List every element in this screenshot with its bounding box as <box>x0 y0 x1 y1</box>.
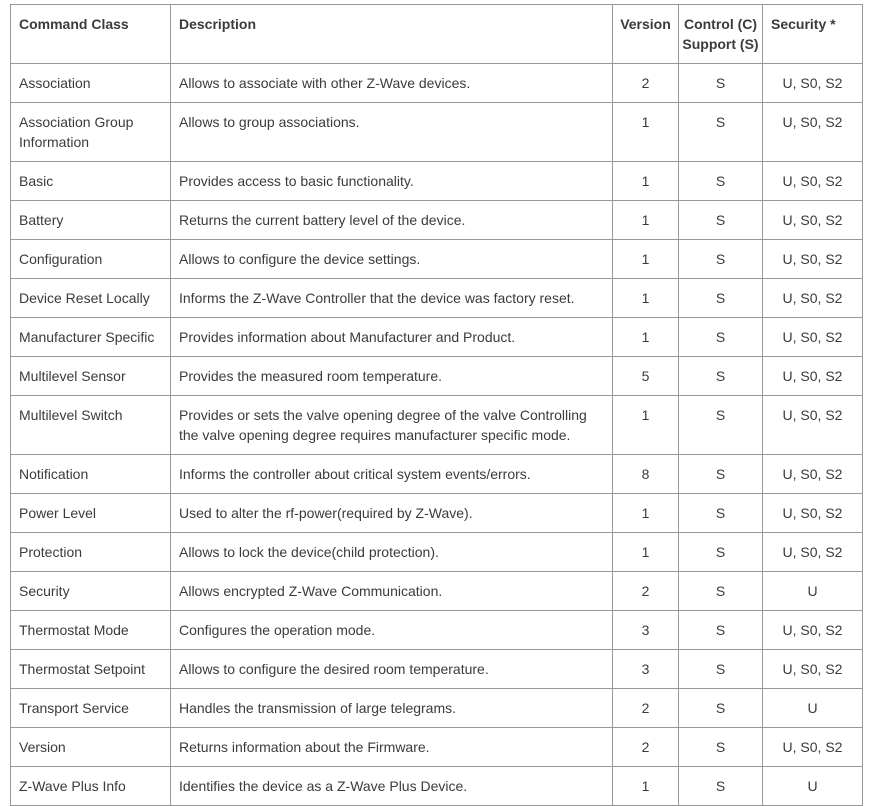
table-body <box>11 64 863 806</box>
cell-description: Allows to configure the desired room temperature. <box>171 650 613 689</box>
cell-description: Allows to group associations. <box>171 103 613 162</box>
table-row <box>11 494 863 533</box>
cell-security: U, S0, S2 <box>763 279 863 318</box>
cell-security: U, S0, S2 <box>763 611 863 650</box>
table-row <box>11 318 863 357</box>
cell-command_class: Protection <box>11 533 171 572</box>
table-row <box>11 162 863 201</box>
table-row <box>11 611 863 650</box>
cell-description: Configures the operation mode. <box>171 611 613 650</box>
cell-command_class: Battery <box>11 201 171 240</box>
cell-version: 1 <box>613 494 679 533</box>
table-row <box>11 64 863 103</box>
cell-command_class: Manufacturer Specific <box>11 318 171 357</box>
cell-version: 1 <box>613 279 679 318</box>
cell-security: U <box>763 572 863 611</box>
cell-security: U, S0, S2 <box>763 455 863 494</box>
cell-description: Returns the current battery level of the device. <box>171 201 613 240</box>
cell-version: 1 <box>613 533 679 572</box>
cell-description: Allows to lock the device(child protection). <box>171 533 613 572</box>
command-class-table <box>10 4 863 806</box>
cell-version: 2 <box>613 689 679 728</box>
cell-description: Provides access to basic functionality. <box>171 162 613 201</box>
cell-security: U, S0, S2 <box>763 162 863 201</box>
cell-description: Provides the measured room temperature. <box>171 357 613 396</box>
cell-security: U, S0, S2 <box>763 64 863 103</box>
cell-control_support: S <box>679 103 763 162</box>
cell-control_support: S <box>679 767 763 806</box>
cell-security: U, S0, S2 <box>763 533 863 572</box>
cell-description: Used to alter the rf-power(required by Z-Wave). <box>171 494 613 533</box>
cell-security: U, S0, S2 <box>763 318 863 357</box>
cell-control_support: S <box>679 455 763 494</box>
table-row <box>11 279 863 318</box>
cell-description: Provides or sets the valve opening degree of the valve Controlling the valve opening degree requires manufacturer specific mode. <box>171 396 613 455</box>
table-row <box>11 533 863 572</box>
cell-command_class: Multilevel Switch <box>11 396 171 455</box>
cell-description: Informs the Z-Wave Controller that the device was factory reset. <box>171 279 613 318</box>
cell-control_support: S <box>679 611 763 650</box>
cell-security: U <box>763 767 863 806</box>
cell-version: 1 <box>613 240 679 279</box>
cell-security: U, S0, S2 <box>763 201 863 240</box>
cell-description: Identifies the device as a Z-Wave Plus Device. <box>171 767 613 806</box>
cell-security: U, S0, S2 <box>763 240 863 279</box>
table-row <box>11 103 863 162</box>
column-header-security: Security * <box>763 5 863 64</box>
cell-control_support: S <box>679 357 763 396</box>
table-row <box>11 572 863 611</box>
cell-version: 5 <box>613 357 679 396</box>
table-header <box>11 5 863 64</box>
table-row <box>11 357 863 396</box>
cell-command_class: Version <box>11 728 171 767</box>
table-row <box>11 650 863 689</box>
cell-version: 1 <box>613 162 679 201</box>
column-header-description: Description <box>171 5 613 64</box>
cell-command_class: Configuration <box>11 240 171 279</box>
cell-version: 3 <box>613 611 679 650</box>
cell-control_support: S <box>679 318 763 357</box>
table-row <box>11 455 863 494</box>
header-row <box>11 5 863 64</box>
cell-security: U, S0, S2 <box>763 494 863 533</box>
cell-command_class: Thermostat Setpoint <box>11 650 171 689</box>
cell-command_class: Notification <box>11 455 171 494</box>
cell-control_support: S <box>679 279 763 318</box>
column-header-version: Version <box>613 5 679 64</box>
cell-command_class: Association <box>11 64 171 103</box>
cell-security: U, S0, S2 <box>763 728 863 767</box>
cell-version: 1 <box>613 318 679 357</box>
cell-control_support: S <box>679 162 763 201</box>
cell-control_support: S <box>679 64 763 103</box>
cell-description: Returns information about the Firmware. <box>171 728 613 767</box>
cell-description: Allows encrypted Z-Wave Communication. <box>171 572 613 611</box>
cell-control_support: S <box>679 494 763 533</box>
cell-version: 3 <box>613 650 679 689</box>
cell-command_class: Association Group Information <box>11 103 171 162</box>
cell-command_class: Security <box>11 572 171 611</box>
cell-command_class: Z-Wave Plus Info <box>11 767 171 806</box>
cell-control_support: S <box>679 201 763 240</box>
cell-version: 1 <box>613 767 679 806</box>
cell-control_support: S <box>679 240 763 279</box>
table-row <box>11 689 863 728</box>
cell-control_support: S <box>679 728 763 767</box>
cell-security: U, S0, S2 <box>763 650 863 689</box>
cell-security: U, S0, S2 <box>763 357 863 396</box>
cell-command_class: Device Reset Locally <box>11 279 171 318</box>
table-row <box>11 767 863 806</box>
cell-command_class: Power Level <box>11 494 171 533</box>
cell-description: Informs the controller about critical system events/errors. <box>171 455 613 494</box>
cell-control_support: S <box>679 650 763 689</box>
cell-version: 2 <box>613 572 679 611</box>
table-row <box>11 201 863 240</box>
column-header-command_class: Command Class <box>11 5 171 64</box>
cell-version: 2 <box>613 64 679 103</box>
table-row <box>11 396 863 455</box>
cell-version: 1 <box>613 396 679 455</box>
cell-version: 2 <box>613 728 679 767</box>
cell-security: U <box>763 689 863 728</box>
cell-command_class: Basic <box>11 162 171 201</box>
table-row <box>11 240 863 279</box>
cell-description: Handles the transmission of large telegrams. <box>171 689 613 728</box>
cell-description: Allows to associate with other Z-Wave devices. <box>171 64 613 103</box>
cell-control_support: S <box>679 396 763 455</box>
cell-description: Provides information about Manufacturer and Product. <box>171 318 613 357</box>
table-row <box>11 728 863 767</box>
cell-control_support: S <box>679 572 763 611</box>
cell-version: 1 <box>613 201 679 240</box>
cell-command_class: Multilevel Sensor <box>11 357 171 396</box>
cell-version: 8 <box>613 455 679 494</box>
cell-command_class: Transport Service <box>11 689 171 728</box>
cell-security: U, S0, S2 <box>763 103 863 162</box>
cell-command_class: Thermostat Mode <box>11 611 171 650</box>
cell-control_support: S <box>679 689 763 728</box>
cell-security: U, S0, S2 <box>763 396 863 455</box>
column-header-control_support: Control (C) Support (S) <box>679 5 763 64</box>
cell-control_support: S <box>679 533 763 572</box>
cell-version: 1 <box>613 103 679 162</box>
cell-description: Allows to configure the device settings. <box>171 240 613 279</box>
